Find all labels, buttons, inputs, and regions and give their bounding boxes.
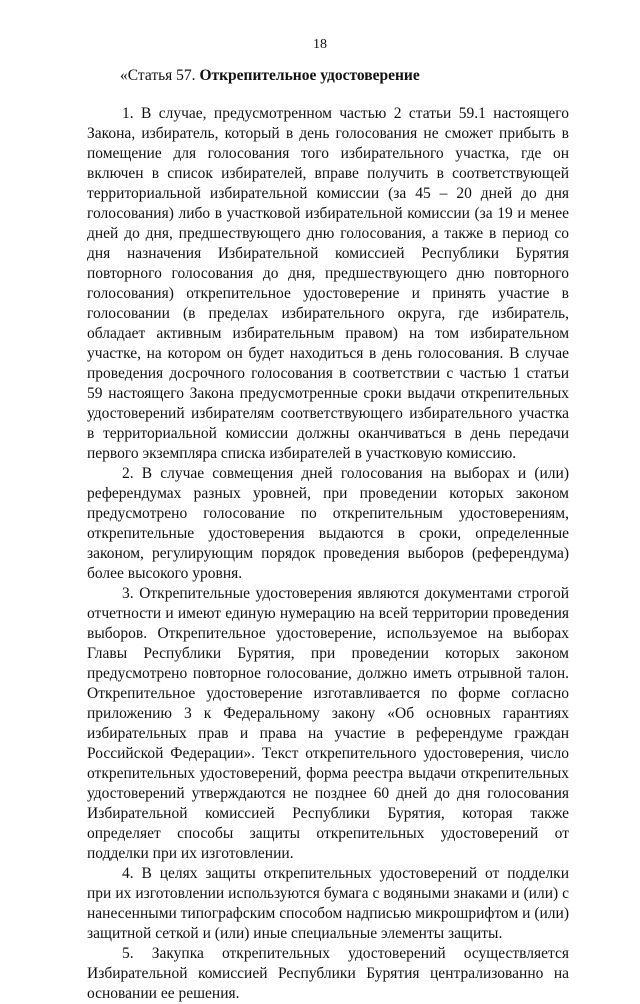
paragraph-2: 2. В случае совмещения дней голосования на выборах и (или) референдумах разных уровней, при проведении которых законом предусмотрено голосование по открепительным удостоверениям, открепительные удостоверения выдаются в сроки, определенные законом, регулирующим порядок проведения выборов (референдума) более высокого уровня. bbox=[87, 465, 569, 582]
paragraph-5: 5. Закупка открепительных удостоверений осуществляется Избирательной комиссией Республики Бурятия централизованно на основании ее решения. bbox=[87, 945, 569, 1002]
article-heading bbox=[120, 66, 420, 86]
article-prefix: «Статья 57. bbox=[120, 67, 200, 84]
page-number: 18 bbox=[313, 37, 327, 52]
paragraph-4: 4. В целях защиты открепительных удостоверений от подделки при их изготовлении используются бумага с водяными знаками и (или) с нанесенными типографским способом надписью микрошрифтом и (или) защитной сеткой и (или) иные специальные элементы защиты. bbox=[87, 865, 569, 942]
article-title: Открепительное удостоверение bbox=[199, 67, 420, 84]
paragraph-3: 3. Открепительные удостоверения являются документами строгой отчетности и имеют единую нумерацию на всей территории проведения выборов. Открепительное удостоверение, используемое на выборах Главы Республики Бурятия, при проведении которых законом предусмотрено повторное голосование, должно иметь отрывной талон. Открепительное удостоверение изготавливается по форме согласно приложению 3 к Федеральному закону «Об основных гарантиях избирательных прав и права на участие в референдуме граждан Российской Федерации». Текст открепительного удостоверения, число открепительных удостоверений, форма реестра выдачи открепительных удостоверений утверждаются не позднее 60 дней до дня голосования Избирательной комиссией Республики Бурятия, которая также определяет способы защиты открепительных удостоверений от подделки при их изготовлении. bbox=[87, 585, 569, 862]
paragraph-1: 1. В случае, предусмотренном частью 2 статьи 59.1 настоящего Закона, избиратель, который в день голосования не сможет прибыть в помещение для голосования того избирательного участка, где он включен в список избирателей, вправе получить в соответствующей территориальной избирательной комиссии (за 45 – 20 дней до дня голосования) либо в участковой избирательной комиссии (за 19 и менее дней до дня, предшествующего дню голосования, а также в период со дня назначения Избирательной комиссией Республики Бурятия повторного голосования до дня, предшествующего дню повторного голосования) открепительное удостоверение и принять участие в голосовании (в пределах избирательного округа, где избиратель, обладает активным избирательным правом) на том избирательном участке, на котором он будет находиться в день голосования. В случае проведения досрочного голосования в соответствии с частью 1 статьи 59 настоящего Закона предусмотренные сроки выдачи открепительных удостоверений избирателям соответствующего избирательного участка в территориальной комиссии должны оканчиваться в день передачи первого экземпляра списка избирателей в участковую комиссию. bbox=[87, 105, 569, 462]
article-body bbox=[87, 104, 569, 1004]
